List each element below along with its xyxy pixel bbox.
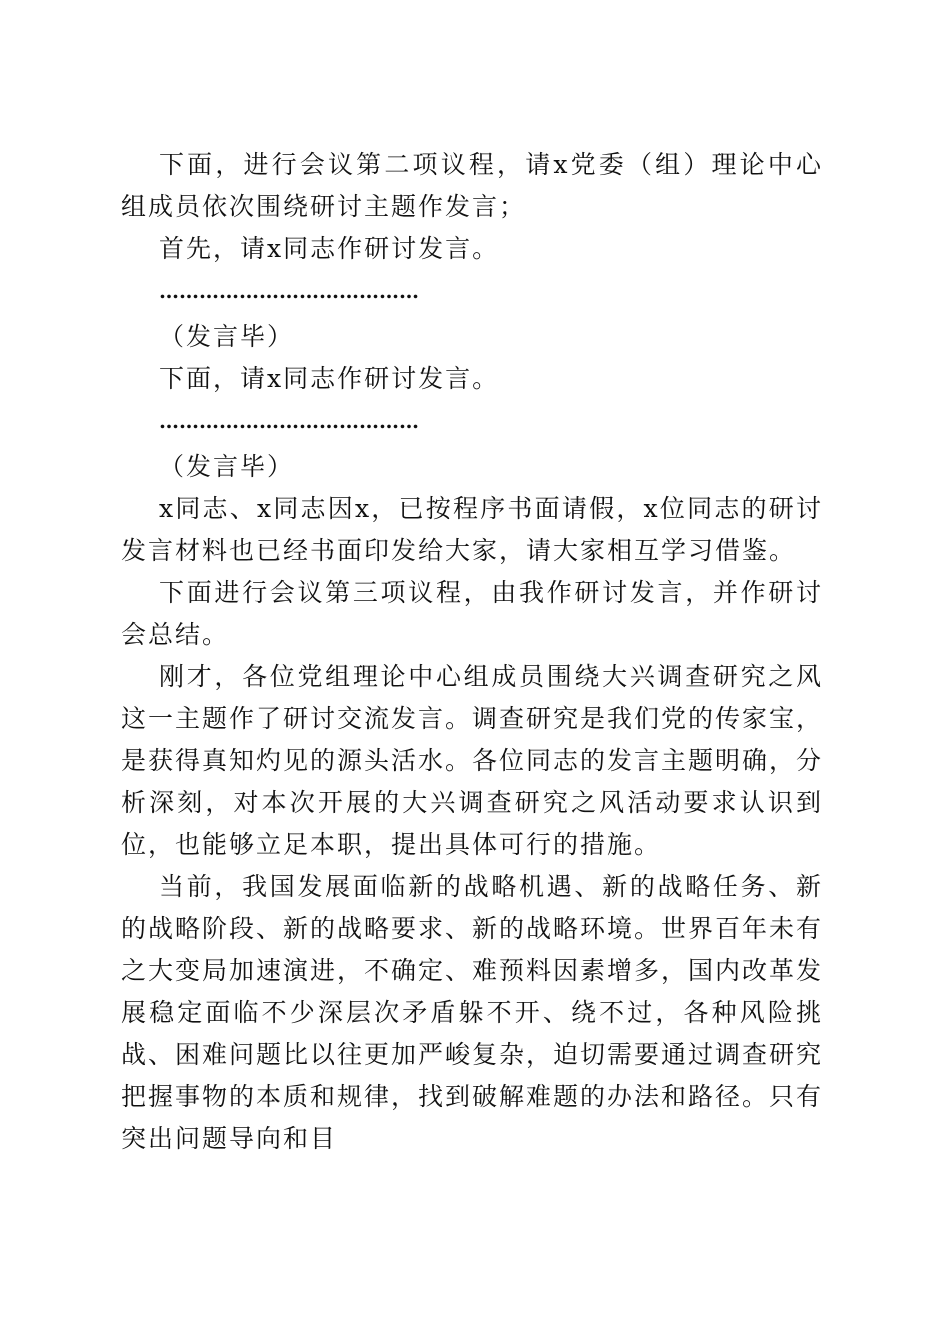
paragraph-speech-ended: （发言毕）	[159, 322, 295, 351]
paragraph-summary-review: 刚才，各位党组理论中心组成员围绕大兴调查研究之风这一主题作了研讨交流发言。调查研究是我们党的传家宝，是获得真知灼见的源头活水。各位同志的发言主题明确，分析深刻，对本次开展的大兴调查研究之风活动要求认识到位，也能够立足本职，提出具体可行的措施。	[121, 662, 824, 859]
paragraph-leave-notice: x同志、x同志因x，已按程序书面请假，x位同志的研讨发言材料也已经书面印发给大家，请大家相互学习借鉴。	[121, 494, 823, 565]
document-body	[121, 144, 823, 1160]
paragraph-first-speaker: 首先，请x同志作研讨发言。	[159, 234, 500, 263]
paragraph-current-situation: 当前，我国发展面临新的战略机遇、新的战略任务、新的战略阶段、新的战略要求、新的战略环境。世界百年未有之大变局加速演进，不确定、难预料因素增多，国内改革发展稳定面临不少深层次矛盾躲不开、绕不过，各种风险挑战、困难问题比以往更加严峻复杂，迫切需要通过调查研究把握事物的本质和规律，找到破解难题的办法和路径。只有突出问题导向和目	[121, 872, 824, 1153]
paragraph-speech-ended: （发言毕）	[159, 452, 295, 481]
paragraph-agenda-item-three: 下面进行会议第三项议程，由我作研讨发言，并作研讨会总结。	[121, 578, 823, 649]
paragraph-agenda-item-two: 下面，进行会议第二项议程，请x党委（组）理论中心组成员依次围绕研讨主题作发言；	[121, 150, 823, 221]
ellipsis-separator: …………………………………	[159, 409, 419, 433]
paragraph-next-speaker: 下面，请x同志作研讨发言。	[159, 364, 500, 393]
ellipsis-separator: …………………………………	[159, 279, 419, 303]
